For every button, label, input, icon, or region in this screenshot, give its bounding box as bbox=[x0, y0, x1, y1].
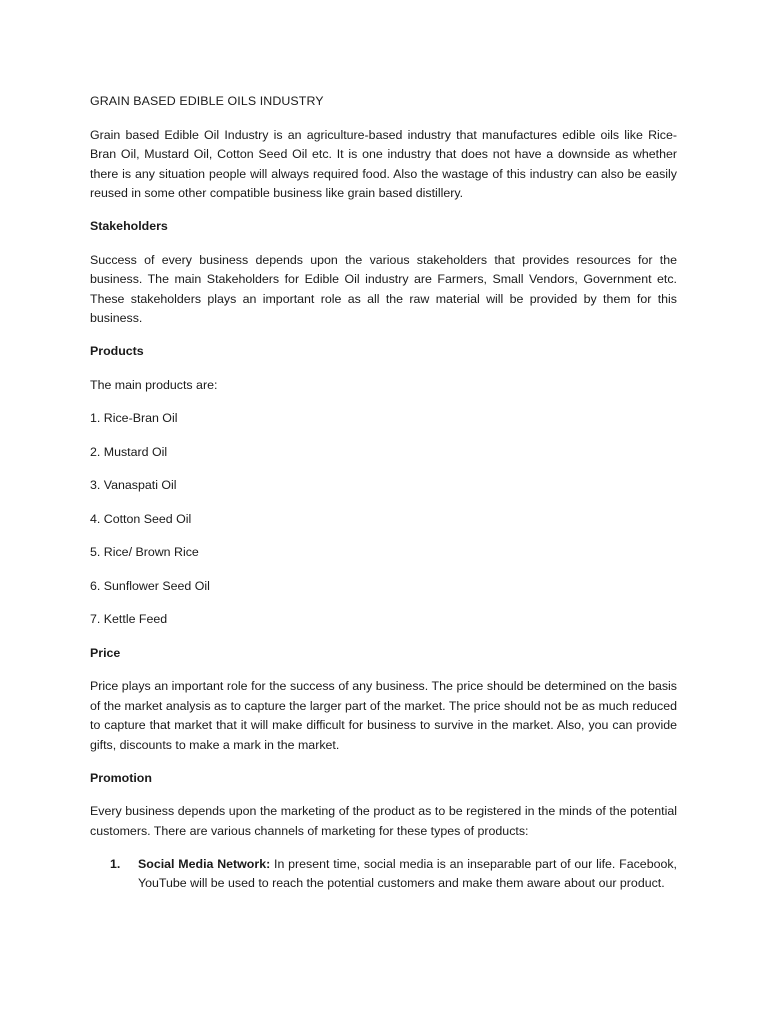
product-item: 4. Cotton Seed Oil bbox=[90, 511, 192, 526]
products-intro: The main products are: bbox=[90, 377, 218, 392]
product-item: 6. Sunflower Seed Oil bbox=[90, 578, 210, 593]
product-item: 1. Rice-Bran Oil bbox=[90, 411, 178, 425]
promotion-item-number: 1. bbox=[110, 856, 121, 871]
document-title: GRAIN BASED EDIBLE OILS INDUSTRY bbox=[90, 94, 324, 108]
promotion-heading: Promotion bbox=[90, 770, 152, 785]
product-item: 5. Rice/ Brown Rice bbox=[90, 545, 199, 559]
product-item: 7. Kettle Feed bbox=[90, 612, 168, 626]
promotion-item-label: Social Media Network: bbox=[138, 856, 271, 871]
stakeholders-heading: Stakeholders bbox=[90, 219, 168, 233]
products-heading: Products bbox=[90, 344, 144, 358]
product-item: 2. Mustard Oil bbox=[90, 444, 168, 459]
stakeholders-paragraph: Success of every business depends upon the various stakeholders that provides resources for the business. The main Stakeholders for Edible Oil industry are Farmers, Small Vendors, Government etc. These stakeholders plays an important role as all the raw material will be provided by them for this business. bbox=[90, 252, 677, 325]
promotion-paragraph: Every business depends upon the marketing of the product as to be registered in the minds of the potential customers. There are various channels of marketing for these types of products: bbox=[90, 804, 677, 838]
promotion-list-item bbox=[90, 855, 677, 894]
document-page bbox=[90, 92, 677, 894]
promotion-item-text: In present time, social media is an inseparable part of our life. Facebook, YouTube will be used to reach the potential customers and make them aware about our product. bbox=[138, 856, 678, 890]
intro-paragraph: Grain based Edible Oil Industry is an agriculture-based industry that manufactures edible oils like Rice-Bran Oil, Mustard Oil, Cotton Seed Oil etc. It is one industry that does not have a downside as whether there is any situation people will always required food. Also the wastage of this industry can also be easily reused in some other compatible business like grain based distillery. bbox=[90, 127, 677, 200]
price-paragraph: Price plays an important role for the success of any business. The price should be determined on the basis of the market analysis as to capture the larger part of the market. The price should not be as much reduced to capture that market that it will make difficult for business to survive in the market. Also, you can provide gifts, discounts to make a mark in the market. bbox=[90, 679, 677, 752]
promotion-item-body bbox=[138, 855, 677, 894]
price-heading: Price bbox=[90, 645, 121, 660]
product-item: 3. Vanaspati Oil bbox=[90, 478, 177, 492]
